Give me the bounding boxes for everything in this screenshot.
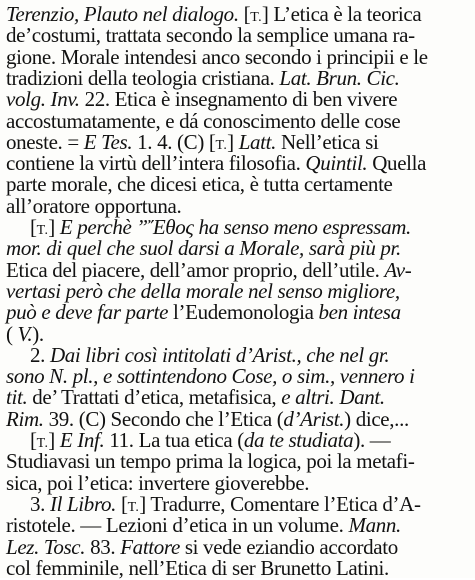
italic-text: Av- (384, 257, 412, 282)
roman-text: 22. Etica è insegnamento di ben vivere (79, 87, 398, 112)
roman-text: de’costumi, trattata secondo la semplice umana ra- (6, 23, 415, 48)
roman-text: oneste. = (6, 129, 84, 154)
italic-text: Latt. (238, 129, 277, 154)
roman-text: ] L’etica è la teorica (261, 2, 422, 26)
italic-text: vertasi però che della morale nel senso migliore, (6, 278, 400, 303)
roman-text: gione. Morale intendesi anco secondo i principii e le (6, 44, 428, 69)
italic-text: Lat. Brun. Cic. (279, 65, 400, 90)
italic-text: Il Libro. (49, 491, 117, 516)
italic-text: ben intesa (318, 300, 401, 325)
italic-text: mor. di quel che suol darsi a Morale, sarà più pr. (6, 236, 401, 261)
italic-text: E Inf. (59, 428, 105, 452)
roman-text: T. (215, 137, 228, 153)
italic-text: Lez. Tosc. (6, 534, 86, 559)
roman-text: tradizioni della teologia cristiana. (6, 65, 280, 90)
italic-text: da te studiata (243, 428, 354, 452)
roman-text: si vede eziandio accordato (179, 534, 398, 559)
italic-text: E perchè ”Ἔθος ha senso meno espressam. (59, 215, 411, 239)
roman-text: 11. La tua etica ( (104, 428, 244, 452)
roman-text: T. (36, 436, 49, 451)
italic-text: Dai libri così intitolati d’Arist., che nel gr. (49, 342, 390, 367)
roman-text: ] (48, 428, 60, 452)
roman-text: ). (32, 321, 44, 346)
roman-text: col femminile, nell’Etica di ser Brunetto Latini. (6, 555, 389, 580)
roman-text: ( (6, 321, 18, 346)
roman-text: all’oratore opportuna. (6, 193, 182, 218)
italic-text: e altri. Dant. (281, 385, 385, 410)
roman-text: T. (36, 223, 49, 238)
roman-text: ristotele. — Lezioni d’etica in un volume. (6, 513, 349, 538)
roman-text: Quella (367, 151, 427, 176)
italic-text: può e deve far parte (6, 300, 169, 325)
italic-text: tit. (6, 385, 28, 410)
roman-text: Nell’etica si (276, 129, 379, 154)
roman-text: 2. (30, 342, 50, 367)
roman-text: sica, poi l’etica: invertere gioverebbe. (6, 470, 310, 495)
roman-text: [ (30, 215, 37, 239)
italic-text: E Tes. (83, 129, 133, 154)
entry-line (6, 300, 401, 324)
italic-text: V. (17, 321, 33, 346)
roman-text: T. (250, 10, 262, 25)
roman-text: l’Eudemonologia (168, 300, 319, 325)
roman-text: contiene la virtù dell’intera filosofia. (6, 151, 306, 176)
roman-text: accostumatamente, e dá conoscimento delle cose (6, 108, 401, 133)
italic-text: volg. Inv. (6, 87, 80, 112)
roman-text: 39. (C) Secondo che l’Etica ( (43, 406, 284, 431)
roman-text: ] (227, 129, 239, 154)
roman-text: [ (116, 491, 128, 516)
italic-text: Quintil. (305, 151, 368, 176)
roman-text: ] (48, 215, 60, 239)
roman-text: T. (127, 499, 140, 515)
roman-text: de’ Trattati d’etica, metafisica, (27, 385, 282, 410)
italic-text: Fattore (120, 534, 180, 559)
italic-text: sono N. pl., e sottintendono Cose, o sim., vennero i (6, 364, 415, 389)
roman-text: ] Tradurre, Comentare l’Etica d’A- (139, 491, 421, 516)
roman-text: 1. 4. (C) [ (132, 129, 216, 154)
italic-text: d’Arist. (283, 406, 345, 431)
roman-text: ) dice,... (344, 406, 409, 431)
entry-line (6, 556, 389, 580)
roman-text: [ (30, 428, 37, 452)
roman-text: parte morale, che dicesi etica, è tutta certamente (6, 172, 393, 197)
italic-text: Rim. (6, 406, 44, 431)
italic-text: Mann. (348, 513, 401, 538)
roman-text: Studiavasi un tempo prima la logica, poi la metafi- (6, 449, 415, 474)
roman-text: 83. (85, 534, 121, 559)
roman-text: [ (238, 2, 251, 26)
roman-text: 3. (30, 491, 50, 516)
italic-text: Terenzio, Plauto nel dialogo. (6, 2, 239, 26)
roman-text: Etica del piacere, dell’amor proprio, dell’utile. (6, 257, 385, 282)
roman-text: ). — (353, 428, 391, 452)
